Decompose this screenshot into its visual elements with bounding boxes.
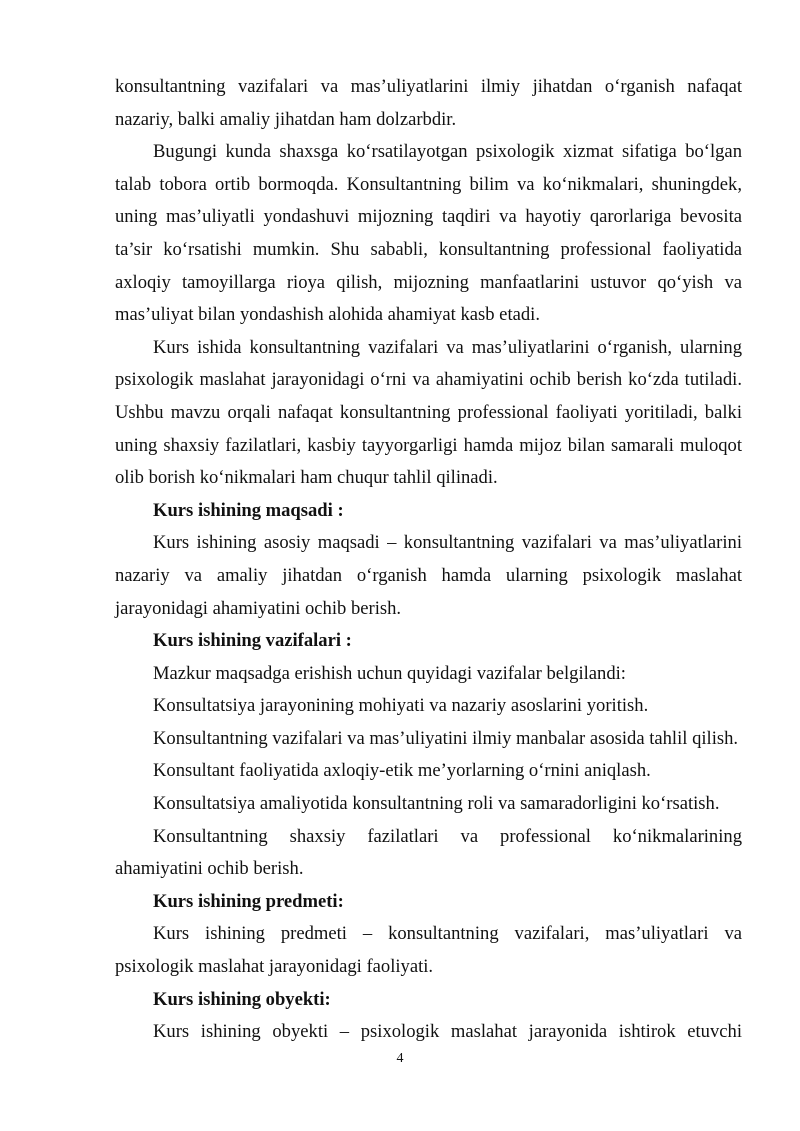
page-number: 4 — [396, 1051, 404, 1066]
task-item-2: Konsultantning vazifalari va mas’uliyatini ilmiy manbalar asosida tahlil qilish. — [153, 727, 739, 749]
paragraph-tasks-intro: Mazkur maqsadga erishish uchun quyidagi vazifalar belgilandi: — [153, 662, 626, 684]
paragraph-course-subject: Kurs ishining predmeti – konsultantning vazifalari, mas’uliyatlari va psixologik maslahat jarayonidagi faoliyati. — [115, 923, 742, 978]
paragraph-course-object: Kurs ishining obyekti – psixologik maslahat jarayonida ishtirok etuvchi — [153, 1021, 742, 1043]
heading-course-object: Kurs ishining obyekti: — [153, 988, 331, 1010]
heading-course-tasks: Kurs ishining vazifalari : — [153, 630, 352, 652]
heading-course-subject: Kurs ishining predmeti: — [153, 890, 344, 912]
paragraph-course-focus: Kurs ishida konsultantning vazifalari va mas’uliyatlarini o‘rganish, ularning psixologik maslahat jarayonidagi o‘rni va ahamiyatini ochib berish ko‘zda tutiladi. Ushbu mavzu orqali nafaqat konsultantning professional faoliyati yoritiladi, balki uning shaxsiy fazilatlari, kasbiy tayyorgarligi hamda mijoz bilan samarali muloqot olib borish ko‘nikmalari ham chuqur tahlil qilinadi. — [115, 336, 742, 489]
task-item-4: Konsultatsiya amaliyotida konsultantning roli va samaradorligini ko‘rsatish. — [153, 793, 720, 815]
paragraph-course-goal: Kurs ishining asosiy maqsadi – konsultantning vazifalari va mas’uliyatlarini nazariy va amaliy jihatdan o‘rganish hamda ularning psixologik maslahat jarayonidagi ahamiyatini ochib berish. — [115, 532, 742, 619]
task-item-3: Konsultant faoliyatida axloqiy-etik me’yorlarning o‘rnini aniqlash. — [153, 760, 651, 782]
paragraph-continuation: konsultantning vazifalari va mas’uliyatlarini ilmiy jihatdan o‘rganish nafaqat nazariy, balki amaliy jihatdan ham dolzarbdir. — [115, 76, 742, 130]
heading-course-goal: Kurs ishining maqsadi : — [153, 499, 344, 521]
task-item-1: Konsultatsiya jarayonining mohiyati va nazariy asoslarini yoritish. — [153, 695, 649, 717]
paragraph-service-demand: Bugungi kunda shaxsga ko‘rsatilayotgan psixologik xizmat sifatiga bo‘lgan talab tobora ortib bormoqda. Konsultantning bilim va ko‘nikmalari, shuningdek, uning mas’uliyatli yondashuvi mijozning taqdiri va hayotiy qarorlariga bevosita ta’sir ko‘rsatishi mumkin. Shu sababli, konsultantning professional faoliyatida axloqiy tamoyillarga rioya qilish, mijozning manfaatlarini ustuvor qo‘yish va mas’uliyat bilan yondashish alohida ahamiyat kasb etadi. — [115, 141, 742, 326]
document-page — [115, 71, 742, 1049]
task-item-5: Konsultantning shaxsiy fazilatlari va professional ko‘nikmalarining ahamiyatini ochib berish. — [115, 825, 742, 880]
